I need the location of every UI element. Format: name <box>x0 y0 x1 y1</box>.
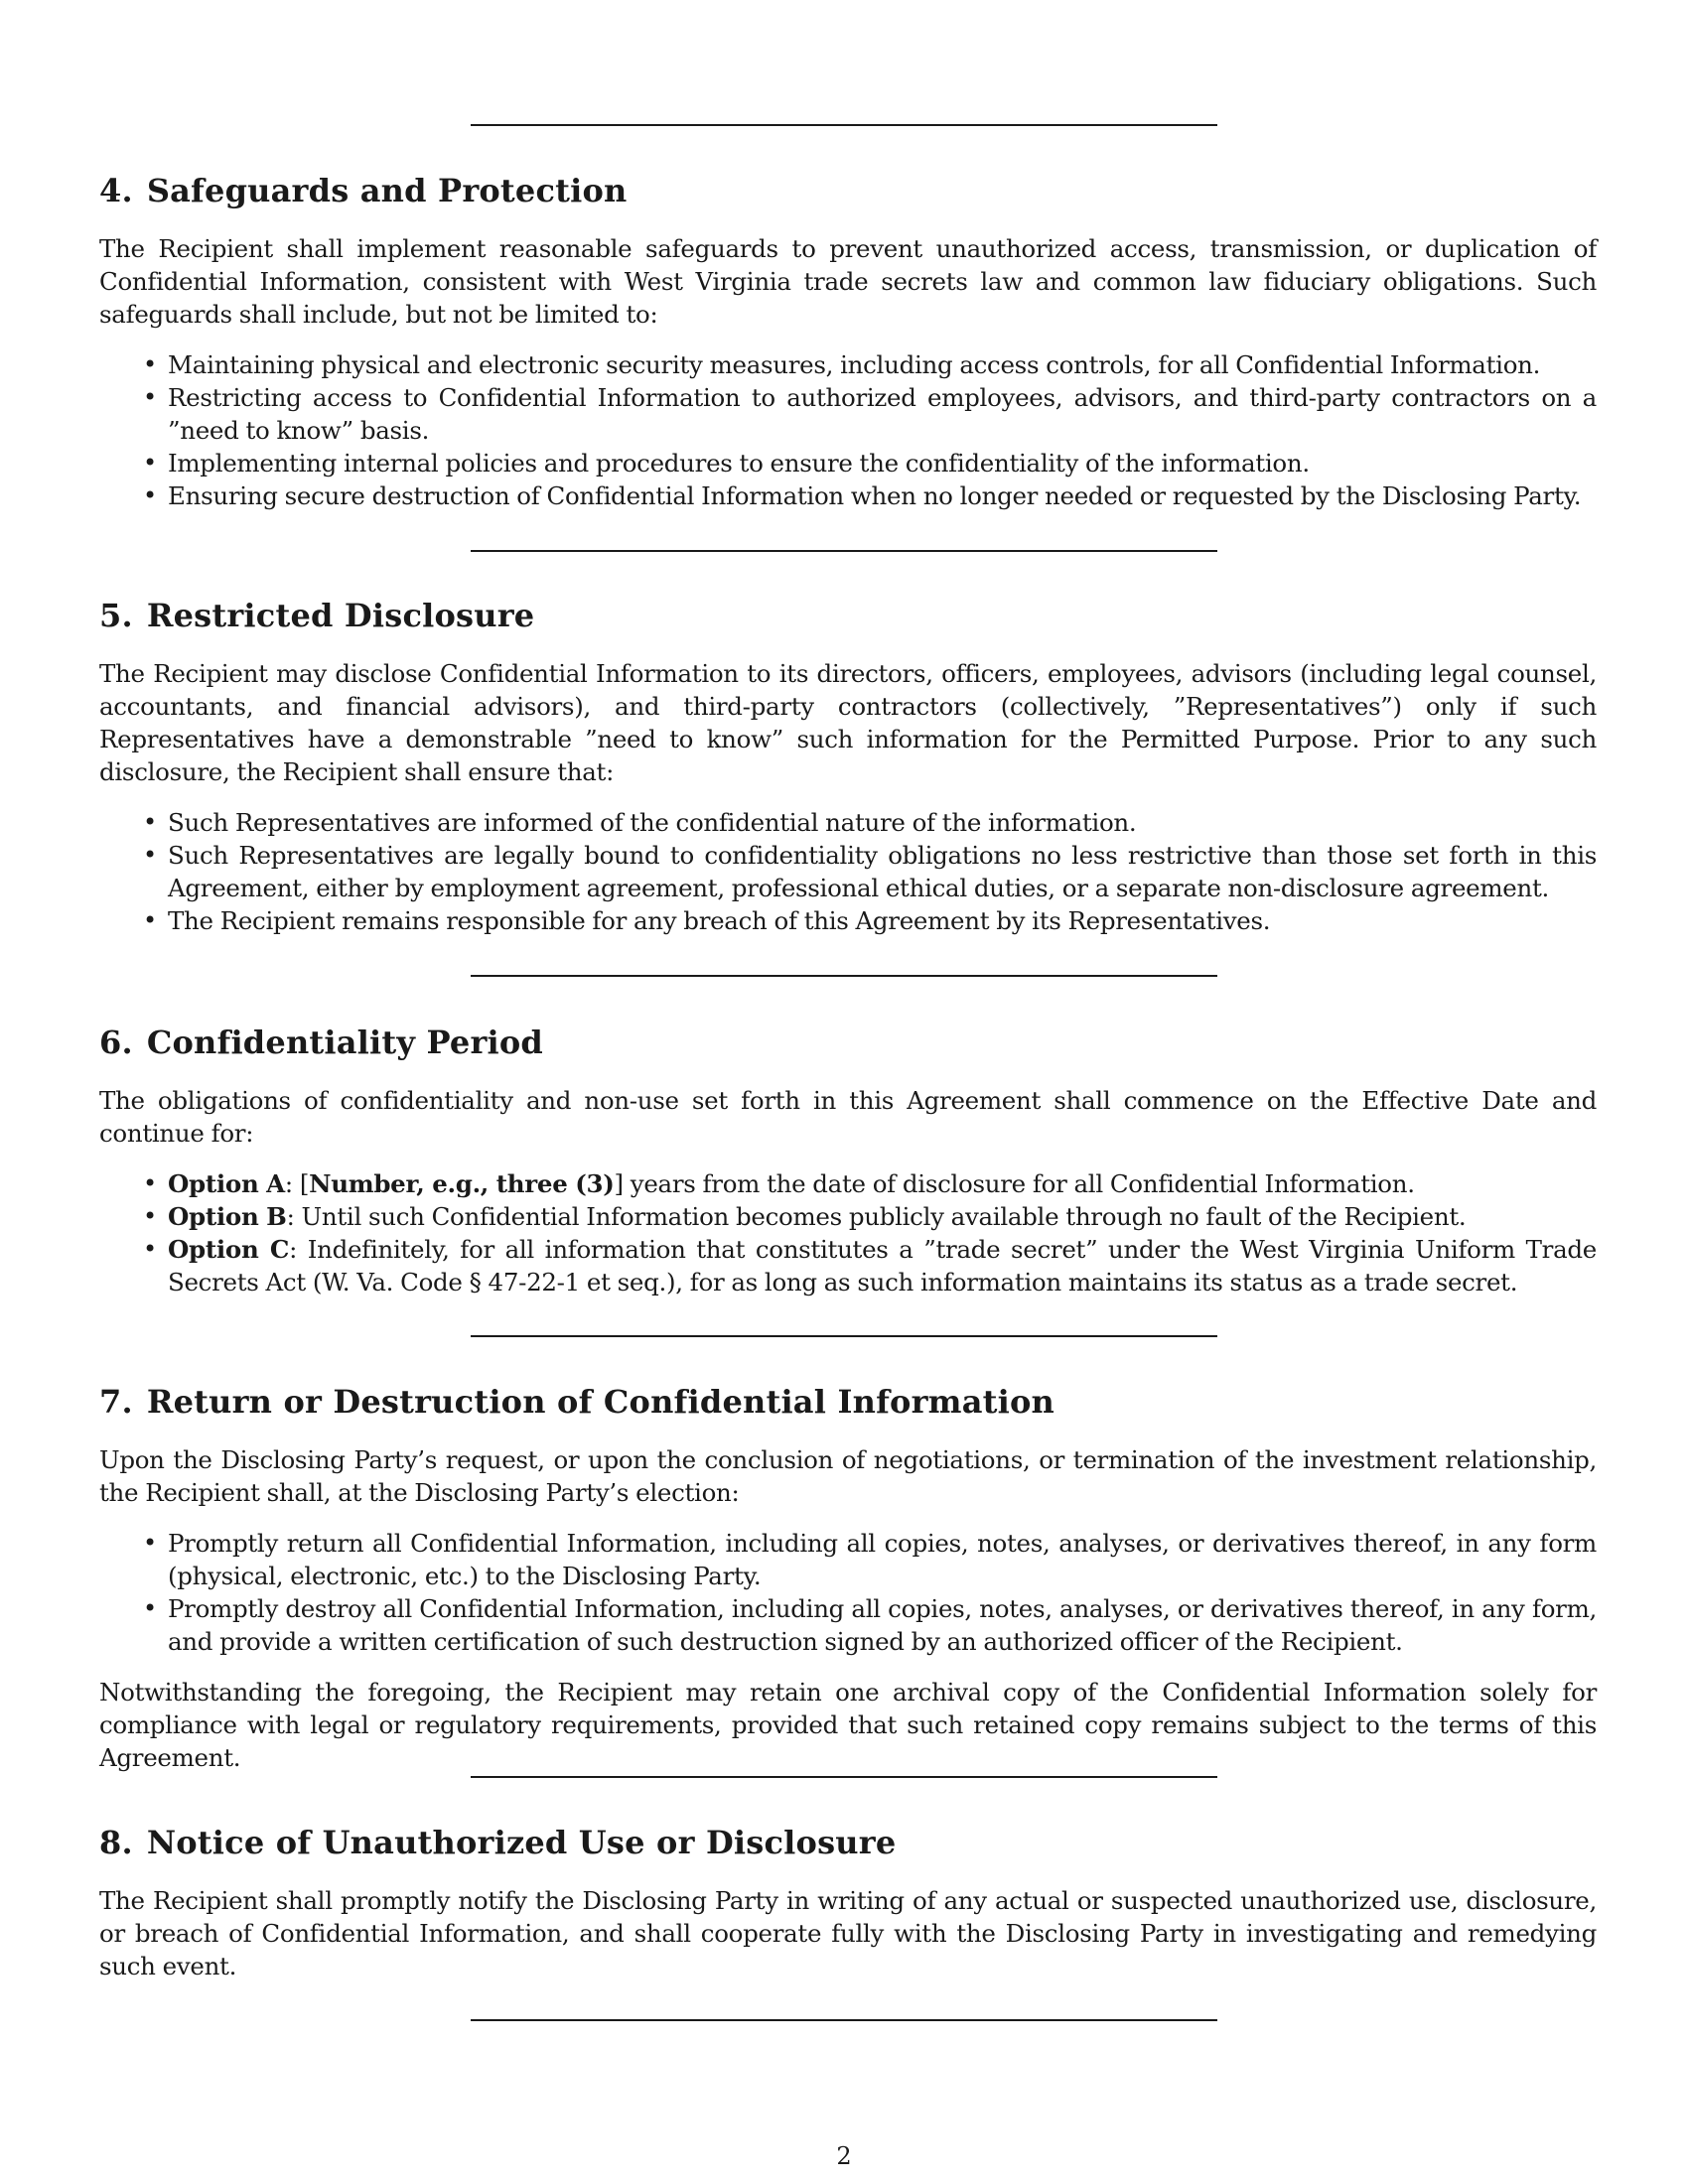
section-intro: The obligations of confidentiality and non-use set forth in this Agreement shall commence on the Effective Date and continue for: <box>99 1086 1597 1148</box>
bullet-icon: • <box>143 449 157 477</box>
list-item <box>143 806 1597 839</box>
option-text: : Until such Confidential Information becomes publicly available through no fault of the Recipient. <box>286 1202 1467 1231</box>
option-bracket-close: ] <box>614 1169 624 1198</box>
section-6 <box>99 1023 1597 1298</box>
option-label: Option A <box>168 1169 285 1198</box>
section-heading <box>99 171 1597 210</box>
option-separator: : [ <box>284 1169 310 1198</box>
bullet-icon: • <box>143 481 157 509</box>
list-item-text: Promptly destroy all Confidential Information, including all copies, notes, analyses, or derivatives thereof, in any form, and provide a written certification of such destruction signed by an authorized officer of the Recipient. <box>168 1594 1597 1656</box>
section-5 <box>99 596 1597 937</box>
section-number: 7. <box>99 1383 133 1421</box>
bullet-list <box>99 348 1597 512</box>
list-item <box>143 839 1597 904</box>
option-label: Option B <box>168 1202 287 1231</box>
section-divider <box>471 2019 1217 2021</box>
option-text: : Indefinitely, for all information that constitutes a ”trade secret” under the West Virginia Uniform Trade Secrets Act (W. Va. Code § 47-22-1 et seq.), for as long as such information maintains its status as a trade secret. <box>168 1235 1597 1297</box>
bullet-icon: • <box>143 906 157 934</box>
option-label: Option C <box>168 1235 290 1264</box>
section-number: 6. <box>99 1024 133 1061</box>
option-item <box>143 1233 1597 1298</box>
section-divider <box>471 1335 1217 1337</box>
section-8 <box>99 1823 1597 1982</box>
section-heading <box>99 1382 1597 1422</box>
section-heading <box>99 1823 1597 1862</box>
section-number: 8. <box>99 1824 133 1861</box>
list-item-text: Maintaining physical and electronic security measures, including access controls, for all Confidential Information. <box>168 350 1541 379</box>
list-item <box>143 1592 1597 1658</box>
list-item-text: Promptly return all Confidential Information, including all copies, notes, analyses, or derivatives thereof, in any form (physical, electronic, etc.) to the Disclosing Party. <box>168 1529 1597 1590</box>
section-divider <box>471 124 1217 126</box>
section-heading <box>99 1023 1597 1062</box>
section-7 <box>99 1382 1597 1774</box>
list-item-text: Such Representatives are informed of the confidential nature of the information. <box>168 808 1137 837</box>
section-intro: The Recipient may disclose Confidential Information to its directors, officers, employees, advisors (including legal counsel, accountants, and financial advisors), and third-party contractors (collectively, ”Representatives”) only if such Representatives have a demonstrable ”need to know” such information for the Permitted Purpose. Prior to any such disclosure, the Recipient shall ensure that: <box>99 659 1597 786</box>
option-item <box>143 1200 1597 1233</box>
list-item <box>143 381 1597 447</box>
section-heading <box>99 596 1597 635</box>
option-list <box>99 1167 1597 1298</box>
list-item-text: The Recipient remains responsible for any breach of this Agreement by its Representatives. <box>168 906 1271 935</box>
list-item <box>143 904 1597 937</box>
page-number: 2 <box>836 2142 852 2170</box>
bullet-icon: • <box>143 1235 157 1263</box>
section-title: Notice of Unauthorized Use or Disclosure <box>146 1824 897 1861</box>
section-closing: Notwithstanding the foregoing, the Recipient may retain one archival copy of the Confidential Information solely for compliance with legal or regulatory requirements, provided that such retained copy remains subject to the terms of this Agreement. <box>99 1678 1597 1772</box>
option-placeholder: Number, e.g., three (3) <box>309 1169 615 1198</box>
bullet-icon: • <box>143 1169 157 1197</box>
option-text: years from the date of disclosure for all Confidential Information. <box>623 1169 1415 1198</box>
list-item <box>143 479 1597 512</box>
section-intro: The Recipient shall implement reasonable safeguards to prevent unauthorized access, transmission, or duplication of Confidential Information, consistent with West Virginia trade secrets law and common law fiduciary obligations. Such safeguards shall include, but not be limited to: <box>99 234 1597 329</box>
bullet-icon: • <box>143 841 157 869</box>
bullet-icon: • <box>143 1594 157 1622</box>
list-item <box>143 447 1597 479</box>
list-item-text: Such Representatives are legally bound to confidentiality obligations no less restrictive than those set forth in this Agreement, either by employment agreement, professional ethical duties, or a separate non-disclosure agreement. <box>168 841 1597 902</box>
section-number: 4. <box>99 172 133 209</box>
bullet-icon: • <box>143 1529 157 1557</box>
section-title: Restricted Disclosure <box>146 597 535 634</box>
section-intro: Upon the Disclosing Party’s request, or upon the conclusion of negotiations, or termination of the investment relationship, the Recipient shall, at the Disclosing Party’s election: <box>99 1445 1597 1507</box>
bullet-icon: • <box>143 383 157 411</box>
bullet-icon: • <box>143 1202 157 1230</box>
list-item <box>143 1527 1597 1592</box>
section-title: Return or Destruction of Confidential Information <box>146 1383 1055 1421</box>
option-item <box>143 1167 1597 1200</box>
section-title: Confidentiality Period <box>146 1024 544 1061</box>
section-title: Safeguards and Protection <box>146 172 628 209</box>
bullet-list <box>99 1527 1597 1658</box>
list-item-text: Ensuring secure destruction of Confidential Information when no longer needed or requested by the Disclosing Party. <box>168 481 1582 510</box>
bullet-list <box>99 806 1597 937</box>
section-divider <box>471 550 1217 552</box>
list-item-text: Implementing internal policies and procedures to ensure the confidentiality of the information. <box>168 449 1310 478</box>
bullet-icon: • <box>143 350 157 378</box>
section-divider <box>471 1776 1217 1778</box>
bullet-icon: • <box>143 808 157 836</box>
section-number: 5. <box>99 597 133 634</box>
section-4 <box>99 171 1597 512</box>
list-item <box>143 348 1597 381</box>
section-intro: The Recipient shall promptly notify the Disclosing Party in writing of any actual or suspected unauthorized use, disclosure, or breach of Confidential Information, and shall cooperate fully with the Disclosing Party in investigating and remedying such event. <box>99 1886 1597 1980</box>
list-item-text: Restricting access to Confidential Information to authorized employees, advisors, and third-party contractors on a ”need to know” basis. <box>168 383 1597 445</box>
section-divider <box>471 975 1217 977</box>
